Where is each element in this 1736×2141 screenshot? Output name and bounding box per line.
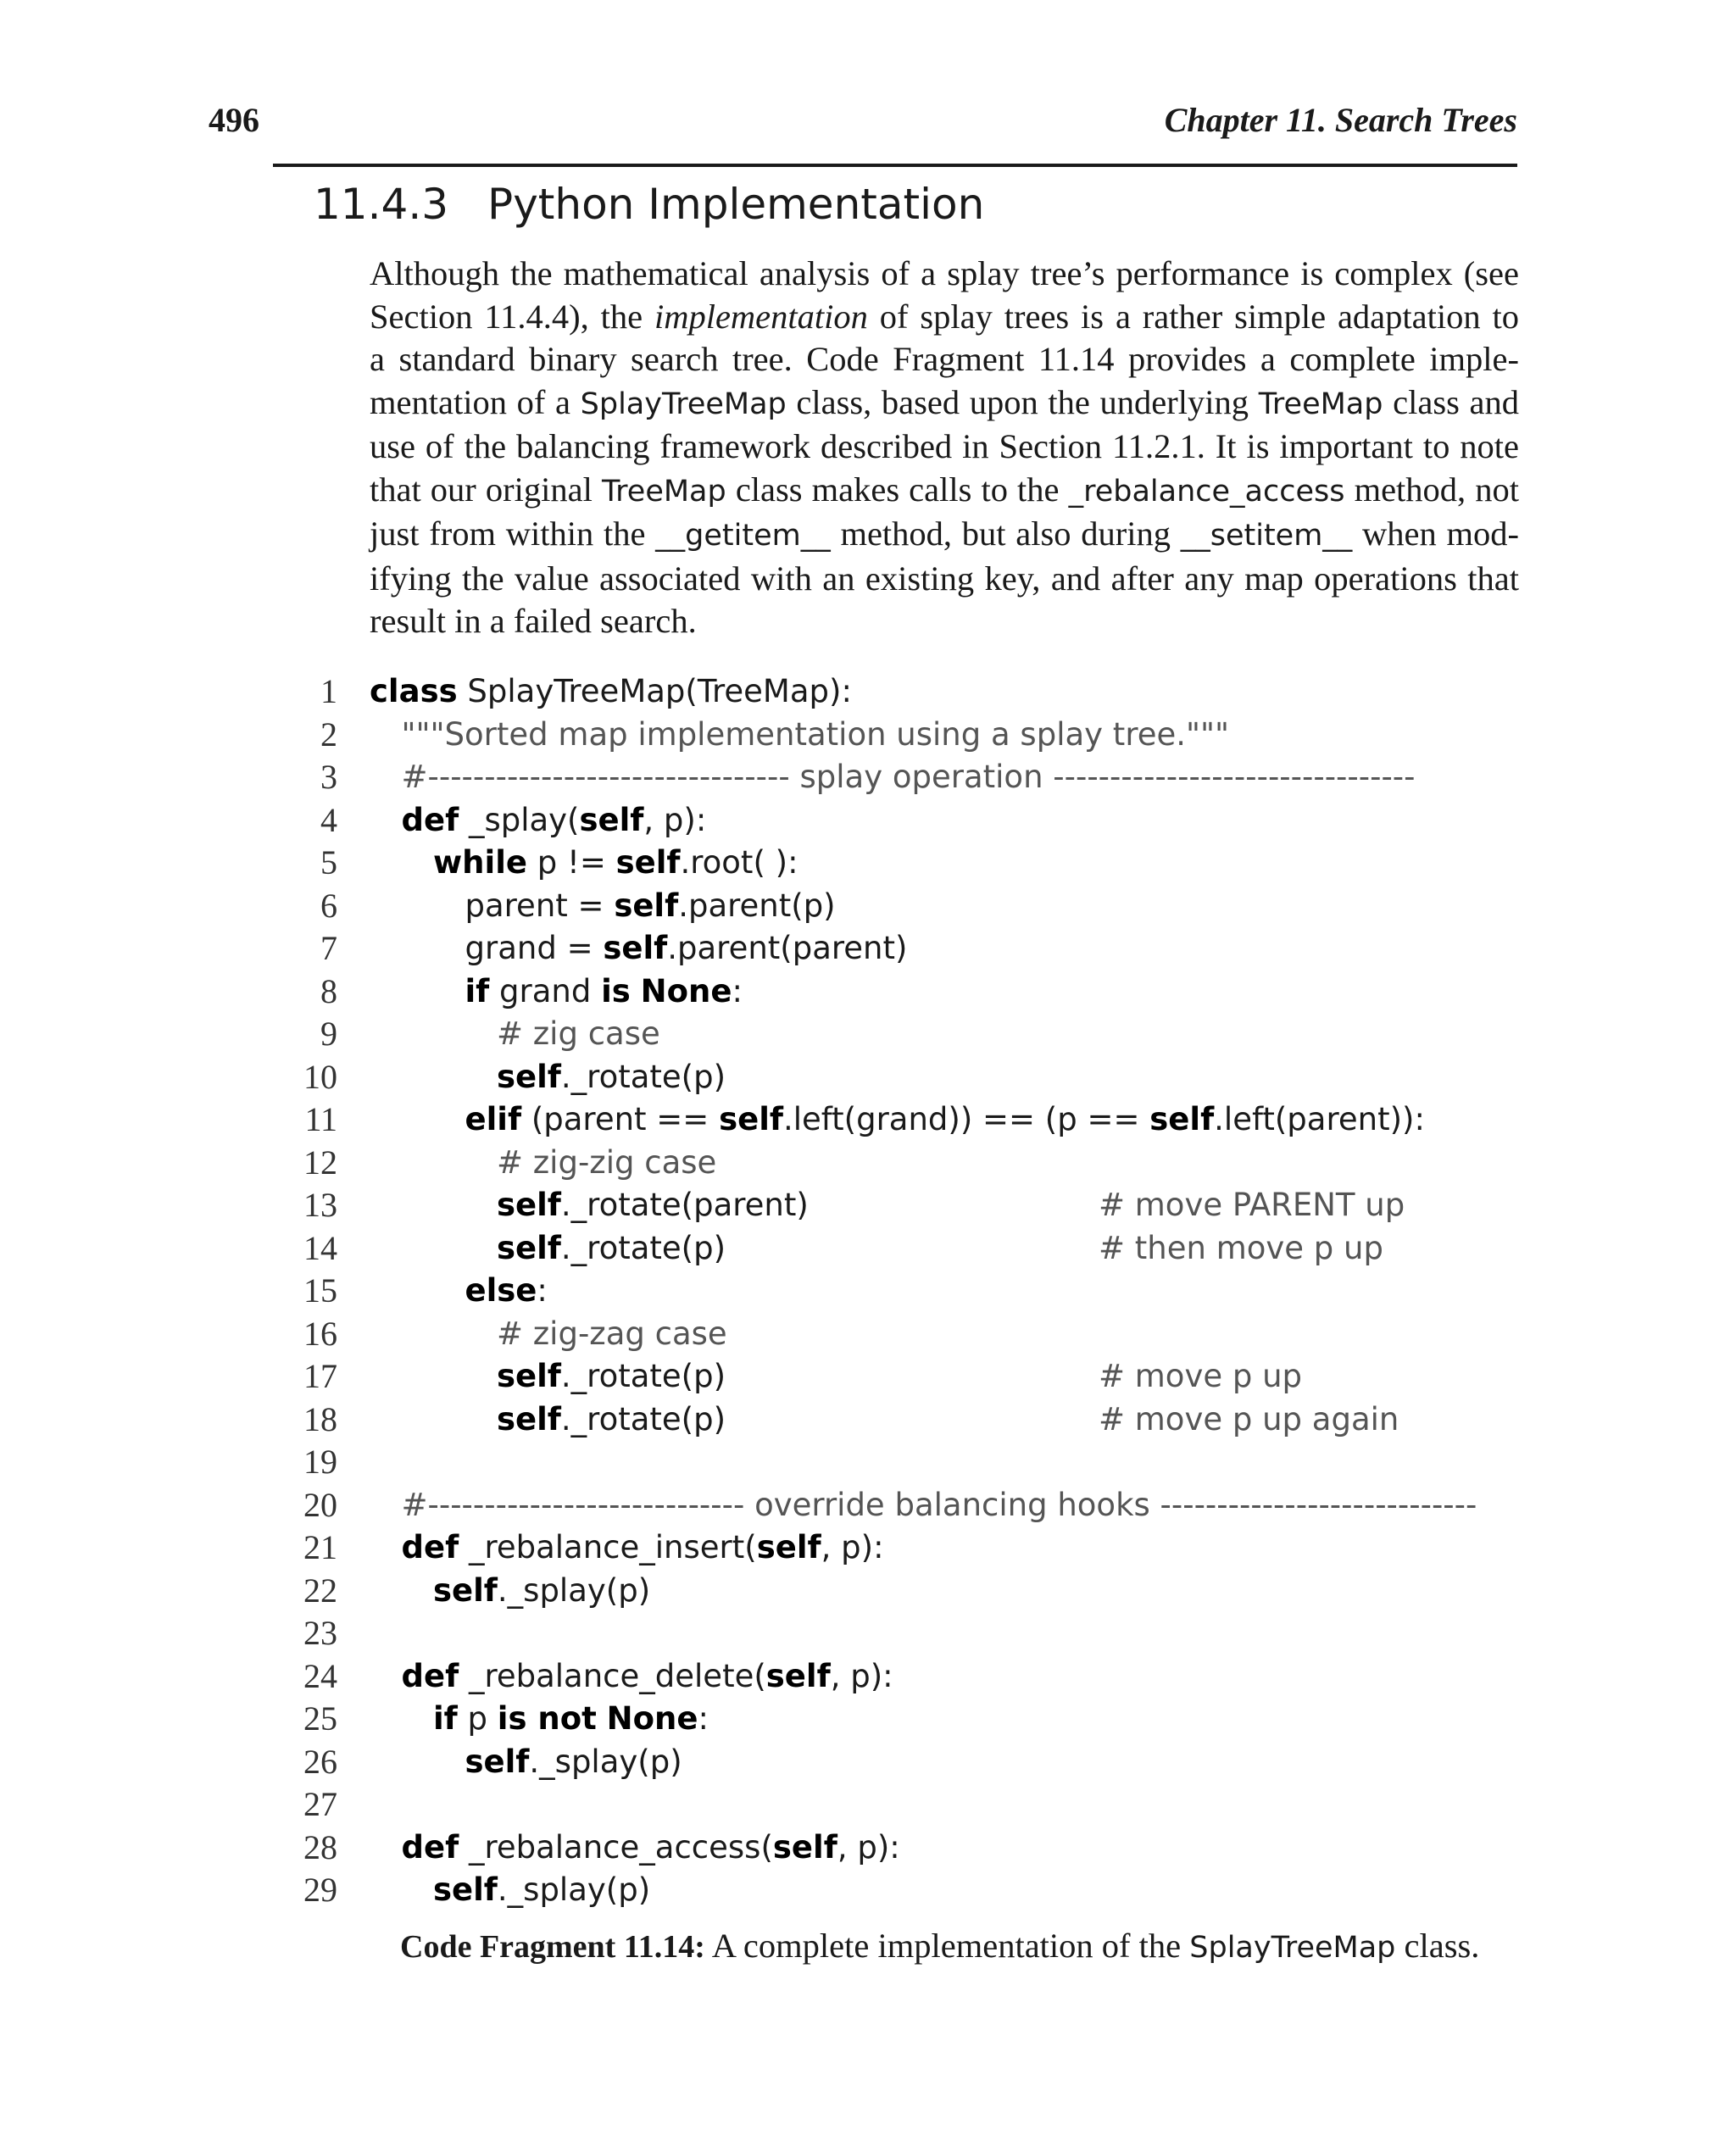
line-number: 27	[303, 1785, 337, 1823]
paragraph-line: mentation of a SplayTreeMap class, based upon the underlying TreeMap class and	[370, 382, 1519, 421]
line-number: 21	[303, 1528, 337, 1566]
line-number: 19	[303, 1443, 337, 1481]
line-number: 20	[303, 1485, 337, 1524]
line-number: 23	[303, 1614, 337, 1652]
line-number: 17	[303, 1357, 337, 1395]
line-number: 15	[303, 1271, 337, 1310]
code-line	[0, 970, 1736, 1013]
paragraph-line: result in a failed search.	[370, 602, 697, 640]
line-number: 18	[303, 1399, 337, 1438]
inline-comment: # move p up again	[1099, 1400, 1399, 1438]
code-text: else:	[465, 1272, 548, 1309]
code-text: self._splay(p)	[433, 1871, 651, 1908]
code-line	[0, 1184, 1736, 1226]
code-text: # zig-zig case	[497, 1143, 717, 1181]
code-text: self._splay(p)	[433, 1571, 651, 1609]
paragraph-line: Although the mathematical analysis of a splay tree’s performance is complex (see	[370, 254, 1519, 292]
code-text: self._rotate(p)	[497, 1358, 726, 1394]
line-number: 4	[320, 800, 337, 839]
line-number: 10	[303, 1057, 337, 1096]
code-text: #-------------------------------- splay operation --------------------------------	[401, 759, 1416, 795]
code-text: class SplayTreeMap(TreeMap):	[370, 673, 852, 709]
section-title: Python Implementation	[487, 180, 985, 229]
paragraph-line: ifying the value associated with an existing key, and after any map operations that	[370, 559, 1519, 598]
code-line	[0, 670, 1736, 713]
line-number: 26	[303, 1742, 337, 1781]
code-line	[0, 1655, 1736, 1698]
paragraph-line: use of the balancing framework described in Section 11.2.1. It is important to note	[370, 427, 1519, 465]
line-number: 13	[303, 1186, 337, 1224]
code-text: if grand is None:	[465, 972, 743, 1009]
code-line	[0, 1527, 1736, 1569]
code-text: # zig case	[497, 1015, 660, 1052]
code-line	[0, 1098, 1736, 1141]
code-line	[0, 756, 1736, 798]
code-text: def _rebalance_access(self, p):	[401, 1828, 900, 1866]
paragraph-line: just from within the __getitem__ method, but also during __setitem__ when mod-	[370, 514, 1519, 553]
caption-class-name: SplayTreeMap	[1189, 1931, 1396, 1965]
line-number: 1	[320, 672, 337, 710]
line-number: 5	[320, 843, 337, 881]
code-line	[0, 1142, 1736, 1184]
code-line	[0, 1227, 1736, 1270]
line-number: 9	[320, 1015, 337, 1053]
line-number: 28	[303, 1827, 337, 1866]
code-text: if p is not None:	[433, 1700, 709, 1737]
code-text: self._rotate(p)	[497, 1229, 726, 1266]
code-line	[0, 1484, 1736, 1527]
code-line	[0, 1441, 1736, 1483]
code-line	[0, 1355, 1736, 1398]
figure-caption: Code Fragment 11.14: A complete implementation of the SplayTreeMap class.	[400, 1927, 1480, 1965]
inline-comment: # move p up	[1099, 1358, 1303, 1394]
code-line	[0, 885, 1736, 927]
section-number: 11.4.3	[314, 180, 449, 229]
paragraph-line: that our original TreeMap class makes calls to the _rebalance_access method, not	[370, 470, 1520, 509]
line-number: 14	[303, 1228, 337, 1267]
code-text: def _rebalance_insert(self, p):	[401, 1529, 884, 1565]
code-line	[0, 1013, 1736, 1055]
code-line	[0, 1313, 1736, 1355]
line-number: 7	[320, 929, 337, 967]
body-paragraph	[370, 253, 1519, 643]
code-line	[0, 799, 1736, 842]
code-text: while p != self.root( ):	[433, 844, 798, 881]
line-number: 22	[303, 1571, 337, 1610]
code-text: self._rotate(p)	[497, 1400, 726, 1438]
code-line	[0, 1612, 1736, 1654]
code-text: def _rebalance_delete(self, p):	[401, 1657, 893, 1694]
line-number: 24	[303, 1656, 337, 1695]
code-line	[0, 842, 1736, 884]
code-line	[0, 1270, 1736, 1312]
page-header	[209, 95, 1517, 146]
caption-label: Code Fragment 11.14:	[400, 1929, 705, 1965]
code-line	[0, 1056, 1736, 1098]
code-line	[0, 1827, 1736, 1869]
code-text: # zig-zag case	[497, 1315, 727, 1352]
line-number: 3	[320, 758, 337, 796]
code-text: elif (parent == self.left(grand)) == (p == self.left(parent)):	[465, 1101, 1425, 1137]
chapter-title: Chapter 11. Search Trees	[1164, 101, 1517, 139]
code-line	[0, 1869, 1736, 1911]
code-line	[0, 927, 1736, 970]
code-line	[0, 1698, 1736, 1740]
code-text: parent = self.parent(p)	[465, 887, 836, 924]
code-line	[0, 1399, 1736, 1441]
code-text: grand = self.parent(parent)	[465, 930, 908, 966]
inline-comment: # then move p up	[1099, 1229, 1383, 1266]
line-number: 6	[320, 886, 337, 925]
code-line	[0, 1570, 1736, 1612]
paragraph-line: a standard binary search tree. Code Fragment 11.14 provides a complete imple-	[370, 340, 1519, 378]
line-number: 29	[303, 1871, 337, 1909]
code-text: self._rotate(parent)	[497, 1187, 809, 1223]
inline-comment: # move PARENT up	[1099, 1187, 1405, 1223]
code-line	[0, 1783, 1736, 1826]
code-text: def _splay(self, p):	[401, 801, 707, 838]
code-line	[0, 714, 1736, 756]
code-text: self._splay(p)	[465, 1743, 682, 1780]
section-heading	[314, 180, 984, 229]
line-number: 25	[303, 1699, 337, 1738]
line-number: 2	[320, 715, 337, 754]
code-text: """Sorted map implementation using a splay tree."""	[401, 715, 1230, 753]
code-text: #---------------------------- override balancing hooks ----------------------------	[401, 1486, 1477, 1523]
line-number: 11	[304, 1100, 337, 1138]
paragraph-line: Section 11.4.4), the implementation of splay trees is a rather simple adaptation to	[370, 297, 1519, 336]
line-number: 16	[303, 1314, 337, 1353]
line-number: 8	[320, 971, 337, 1010]
line-number: 12	[303, 1143, 337, 1182]
code-line	[0, 1741, 1736, 1783]
page-number: 496	[209, 101, 259, 139]
header-rule	[273, 164, 1517, 167]
code-text: self._rotate(p)	[497, 1058, 726, 1095]
